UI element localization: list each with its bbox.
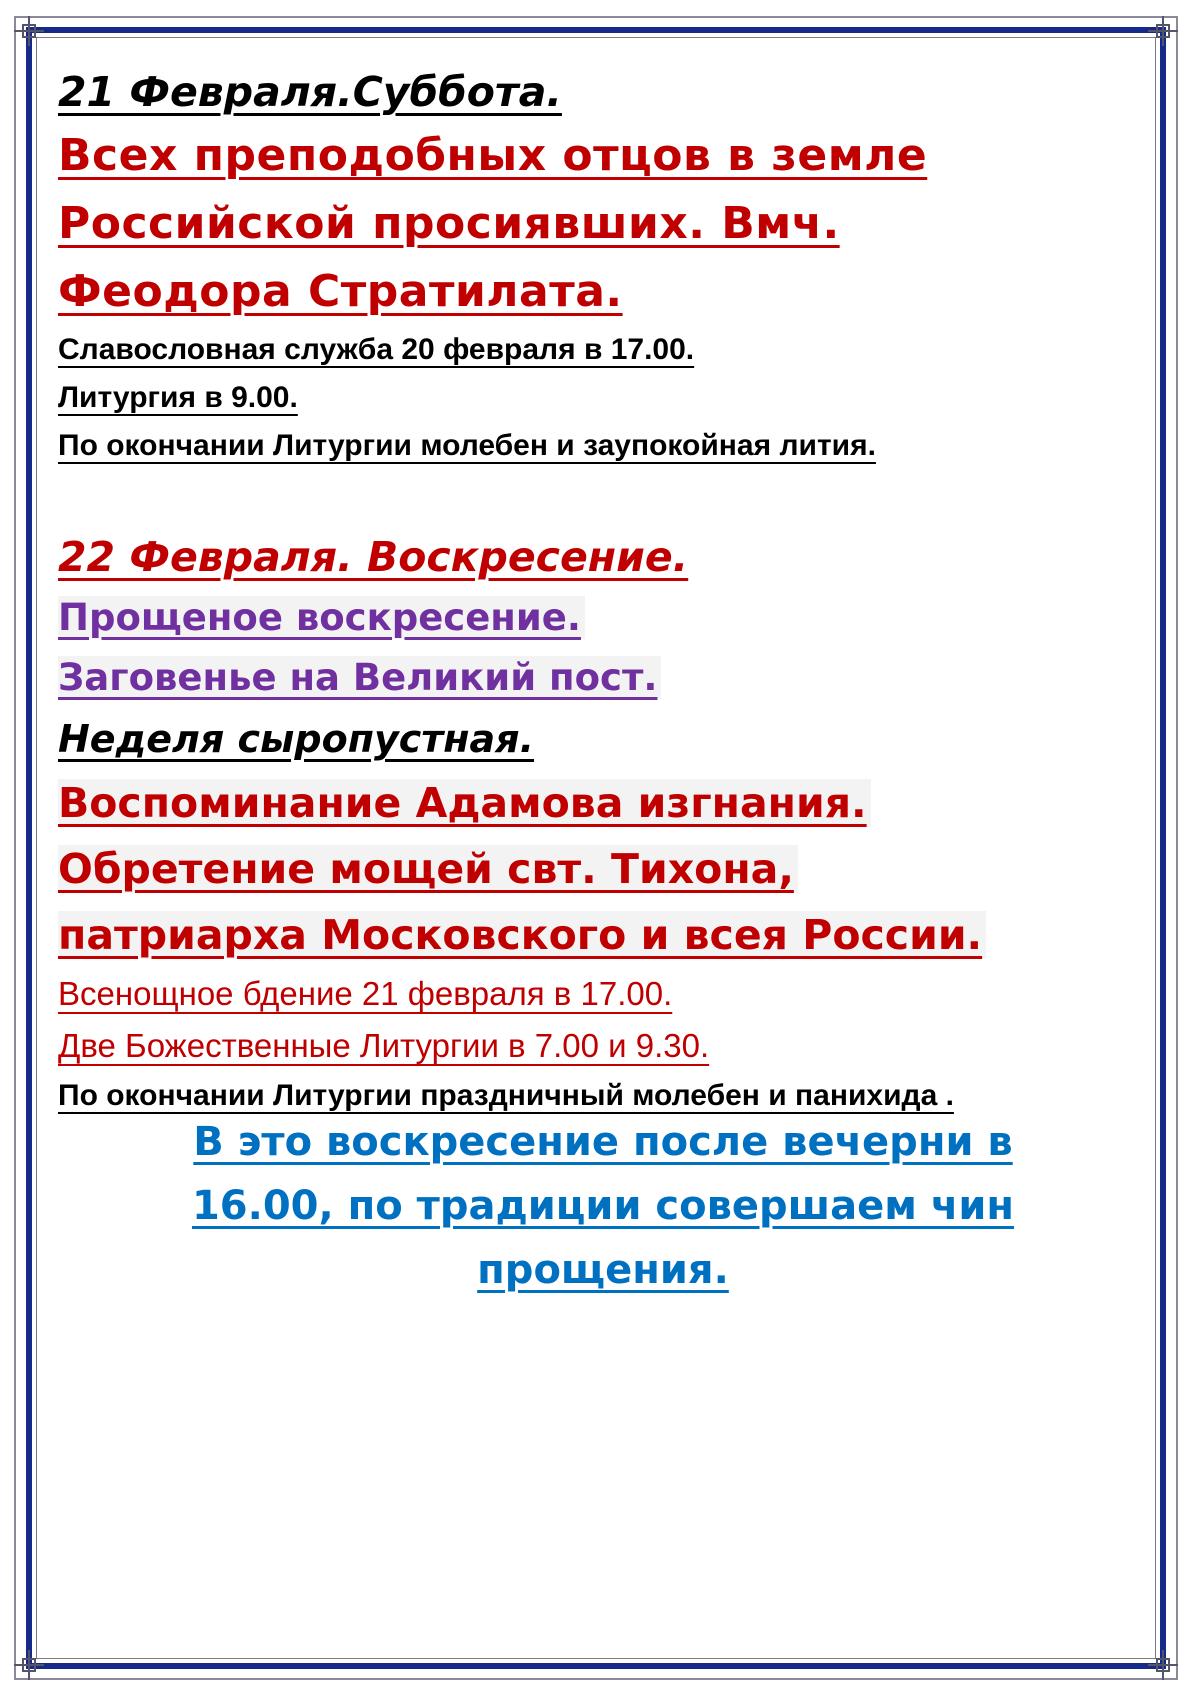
notice-line: В это воскресение после вечерни в	[193, 1119, 1013, 1165]
service-line: Всенощное бдение 21 февраля в 17.00.	[58, 975, 673, 1012]
section-date: 22 Февраля. Воскресение.	[58, 533, 689, 581]
section-saturday	[58, 62, 1148, 470]
feast-line: Всех преподобных отцов в земле	[58, 130, 928, 181]
notice-line: 16.00, по традиции совершаем чин	[191, 1183, 1015, 1229]
week-name: Неделя сыропустная.	[58, 717, 535, 761]
feast-line: патриарха Московского и всея России.	[58, 911, 986, 959]
forgiveness-notice	[58, 1110, 1148, 1302]
service-line: По окончании Литургии молебен и заупокойная лития.	[58, 429, 876, 462]
notice-line: прощения.	[477, 1247, 729, 1293]
section-date: 21 Февраля.Суббота.	[58, 68, 562, 116]
feast-line: Российской просиявших. Вмч.	[58, 198, 840, 249]
corner-ornament-icon	[14, 16, 44, 46]
feast-line: Феодора Стратилата.	[58, 266, 623, 317]
service-line: Две Божественные Литургии в 7.00 и 9.30.	[58, 1027, 710, 1064]
schedule-content	[58, 62, 1148, 1120]
spacer	[58, 470, 1148, 526]
corner-ornament-icon	[14, 1650, 44, 1680]
service-line: Славословная служба 20 февраля в 17.00.	[58, 333, 695, 366]
sunday-title-line: Прощеное воскресение.	[58, 596, 585, 639]
feast-line: Воспоминание Адамова изгнания.	[58, 779, 871, 827]
service-line: По окончании Литургии праздничный молебен и панихида .	[58, 1079, 954, 1112]
section-sunday	[58, 526, 1148, 1120]
sunday-title-line: Заговенье на Великий пост.	[58, 656, 661, 699]
corner-ornament-icon	[1148, 1650, 1178, 1680]
corner-ornament-icon	[1148, 16, 1178, 46]
service-line: Литургия в 9.00.	[58, 381, 298, 414]
feast-line: Обретение мощей свт. Тихона,	[58, 845, 798, 893]
